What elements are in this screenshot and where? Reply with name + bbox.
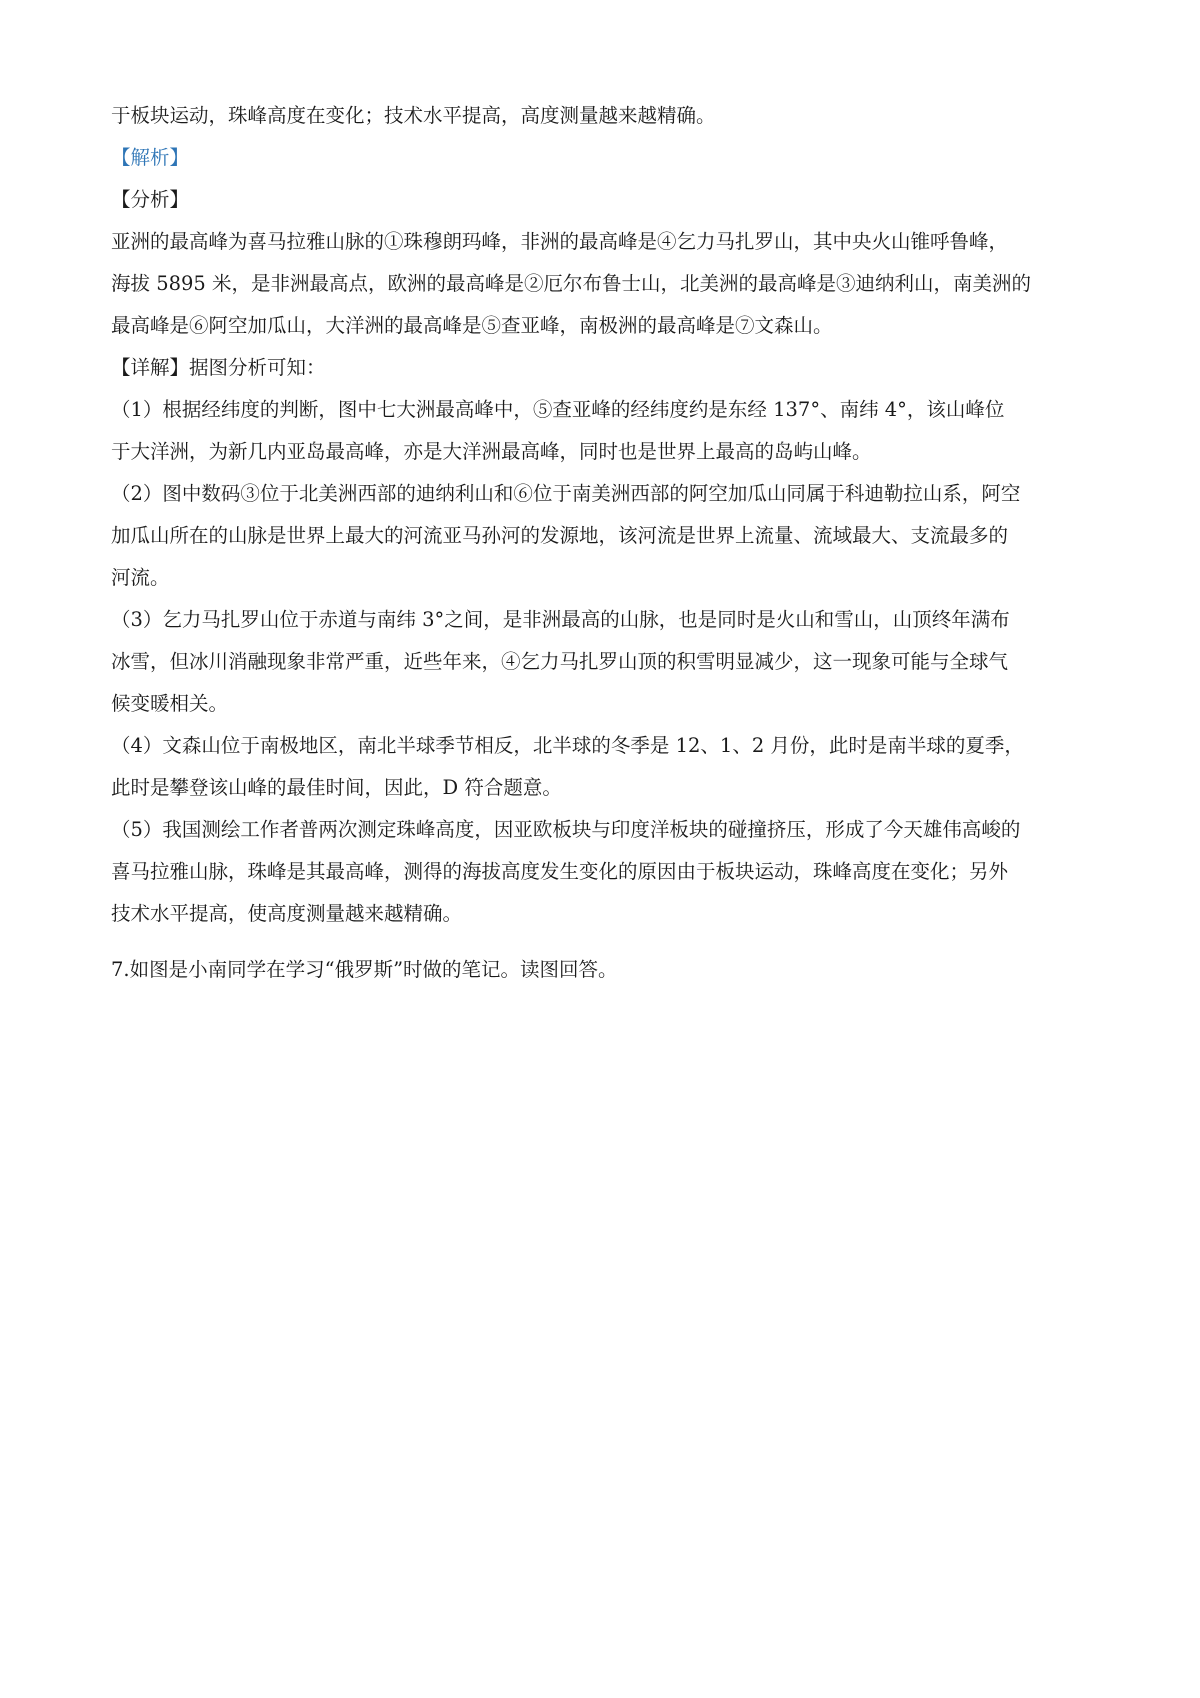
answer-line: 喜马拉雅山脉，珠峰是其最高峰，测得的海拔高度发生变化的原因由于板块运动，珠峰高度在变化；另外 [111,860,1009,883]
answer-line: （4）文森山位于南极地区，南北半球季节相反，北半球的冬季是 12、1、2 月份，此时是南半球的夏季， [111,734,1024,757]
continuation-text: 于板块运动，珠峰高度在变化；技术水平提高，高度测量越来越精确。 [111,104,716,127]
answer-1-paragraph [111,389,1101,473]
question-7-prompt: 7.如图是小南同学在学习“俄罗斯”时做的笔记。读图回答。 [111,958,618,981]
answer-5-paragraph [111,809,1101,935]
fenxi-heading: 【分析】 [111,188,190,211]
document-body [111,95,1101,991]
answer-line: （3）乞力马扎罗山位于赤道与南纬 3°之间，是非洲最高的山脉，也是同时是火山和雪山，山顶终年满布 [111,608,1010,631]
answer-line: 候变暖相关。 [111,692,229,715]
answer-line: 加瓜山所在的山脉是世界上最大的河流亚马孙河的发源地，该河流是世界上流量、流域最大、支流最多的 [111,524,1009,547]
analysis-line: 海拔 5895 米，是非洲最高点，欧洲的最高峰是②厄尔布鲁士山，北美洲的最高峰是③迪纳利山，南美洲的 [111,272,1032,295]
answer-line: （1）根据经纬度的判断，图中七大洲最高峰中，⑤查亚峰的经纬度约是东经 137°、南纬 4°，该山峰位 [111,398,1005,421]
answer-4-paragraph [111,725,1101,809]
answer-2-paragraph [111,473,1101,599]
analysis-line: 最高峰是⑥阿空加瓜山，大洋洲的最高峰是⑤查亚峰，南极洲的最高峰是⑦文森山。 [111,314,833,337]
answer-line: 冰雪，但冰川消融现象非常严重，近些年来，④乞力马扎罗山顶的积雪明显减少，这一现象可能与全球气 [111,650,1009,673]
detail-heading: 【详解】据图分析可知： [111,356,326,379]
jiexi-heading: 【解析】 [111,146,190,169]
answer-line: 此时是攀登该山峰的最佳时间，因此，D 符合题意。 [111,776,562,799]
analysis-line: 亚洲的最高峰为喜马拉雅山脉的①珠穆朗玛峰，非洲的最高峰是④乞力马扎罗山，其中央火山锥呼鲁峰， [111,230,1009,253]
answer-3-paragraph [111,599,1101,725]
answer-line: （2）图中数码③位于北美洲西部的迪纳利山和⑥位于南美洲西部的阿空加瓜山同属于科迪勒拉山系，阿空 [111,482,1021,505]
analysis-paragraph [111,221,1101,347]
answer-line: 河流。 [111,566,170,589]
answer-line: 于大洋洲，为新几内亚岛最高峰，亦是大洋洲最高峰，同时也是世界上最高的岛屿山峰。 [111,440,872,463]
answer-line: （5）我国测绘工作者普两次测定珠峰高度，因亚欧板块与印度洋板块的碰撞挤压，形成了今天雄伟高峻的 [111,818,1021,841]
answer-line: 技术水平提高，使高度测量越来越精确。 [111,902,463,925]
